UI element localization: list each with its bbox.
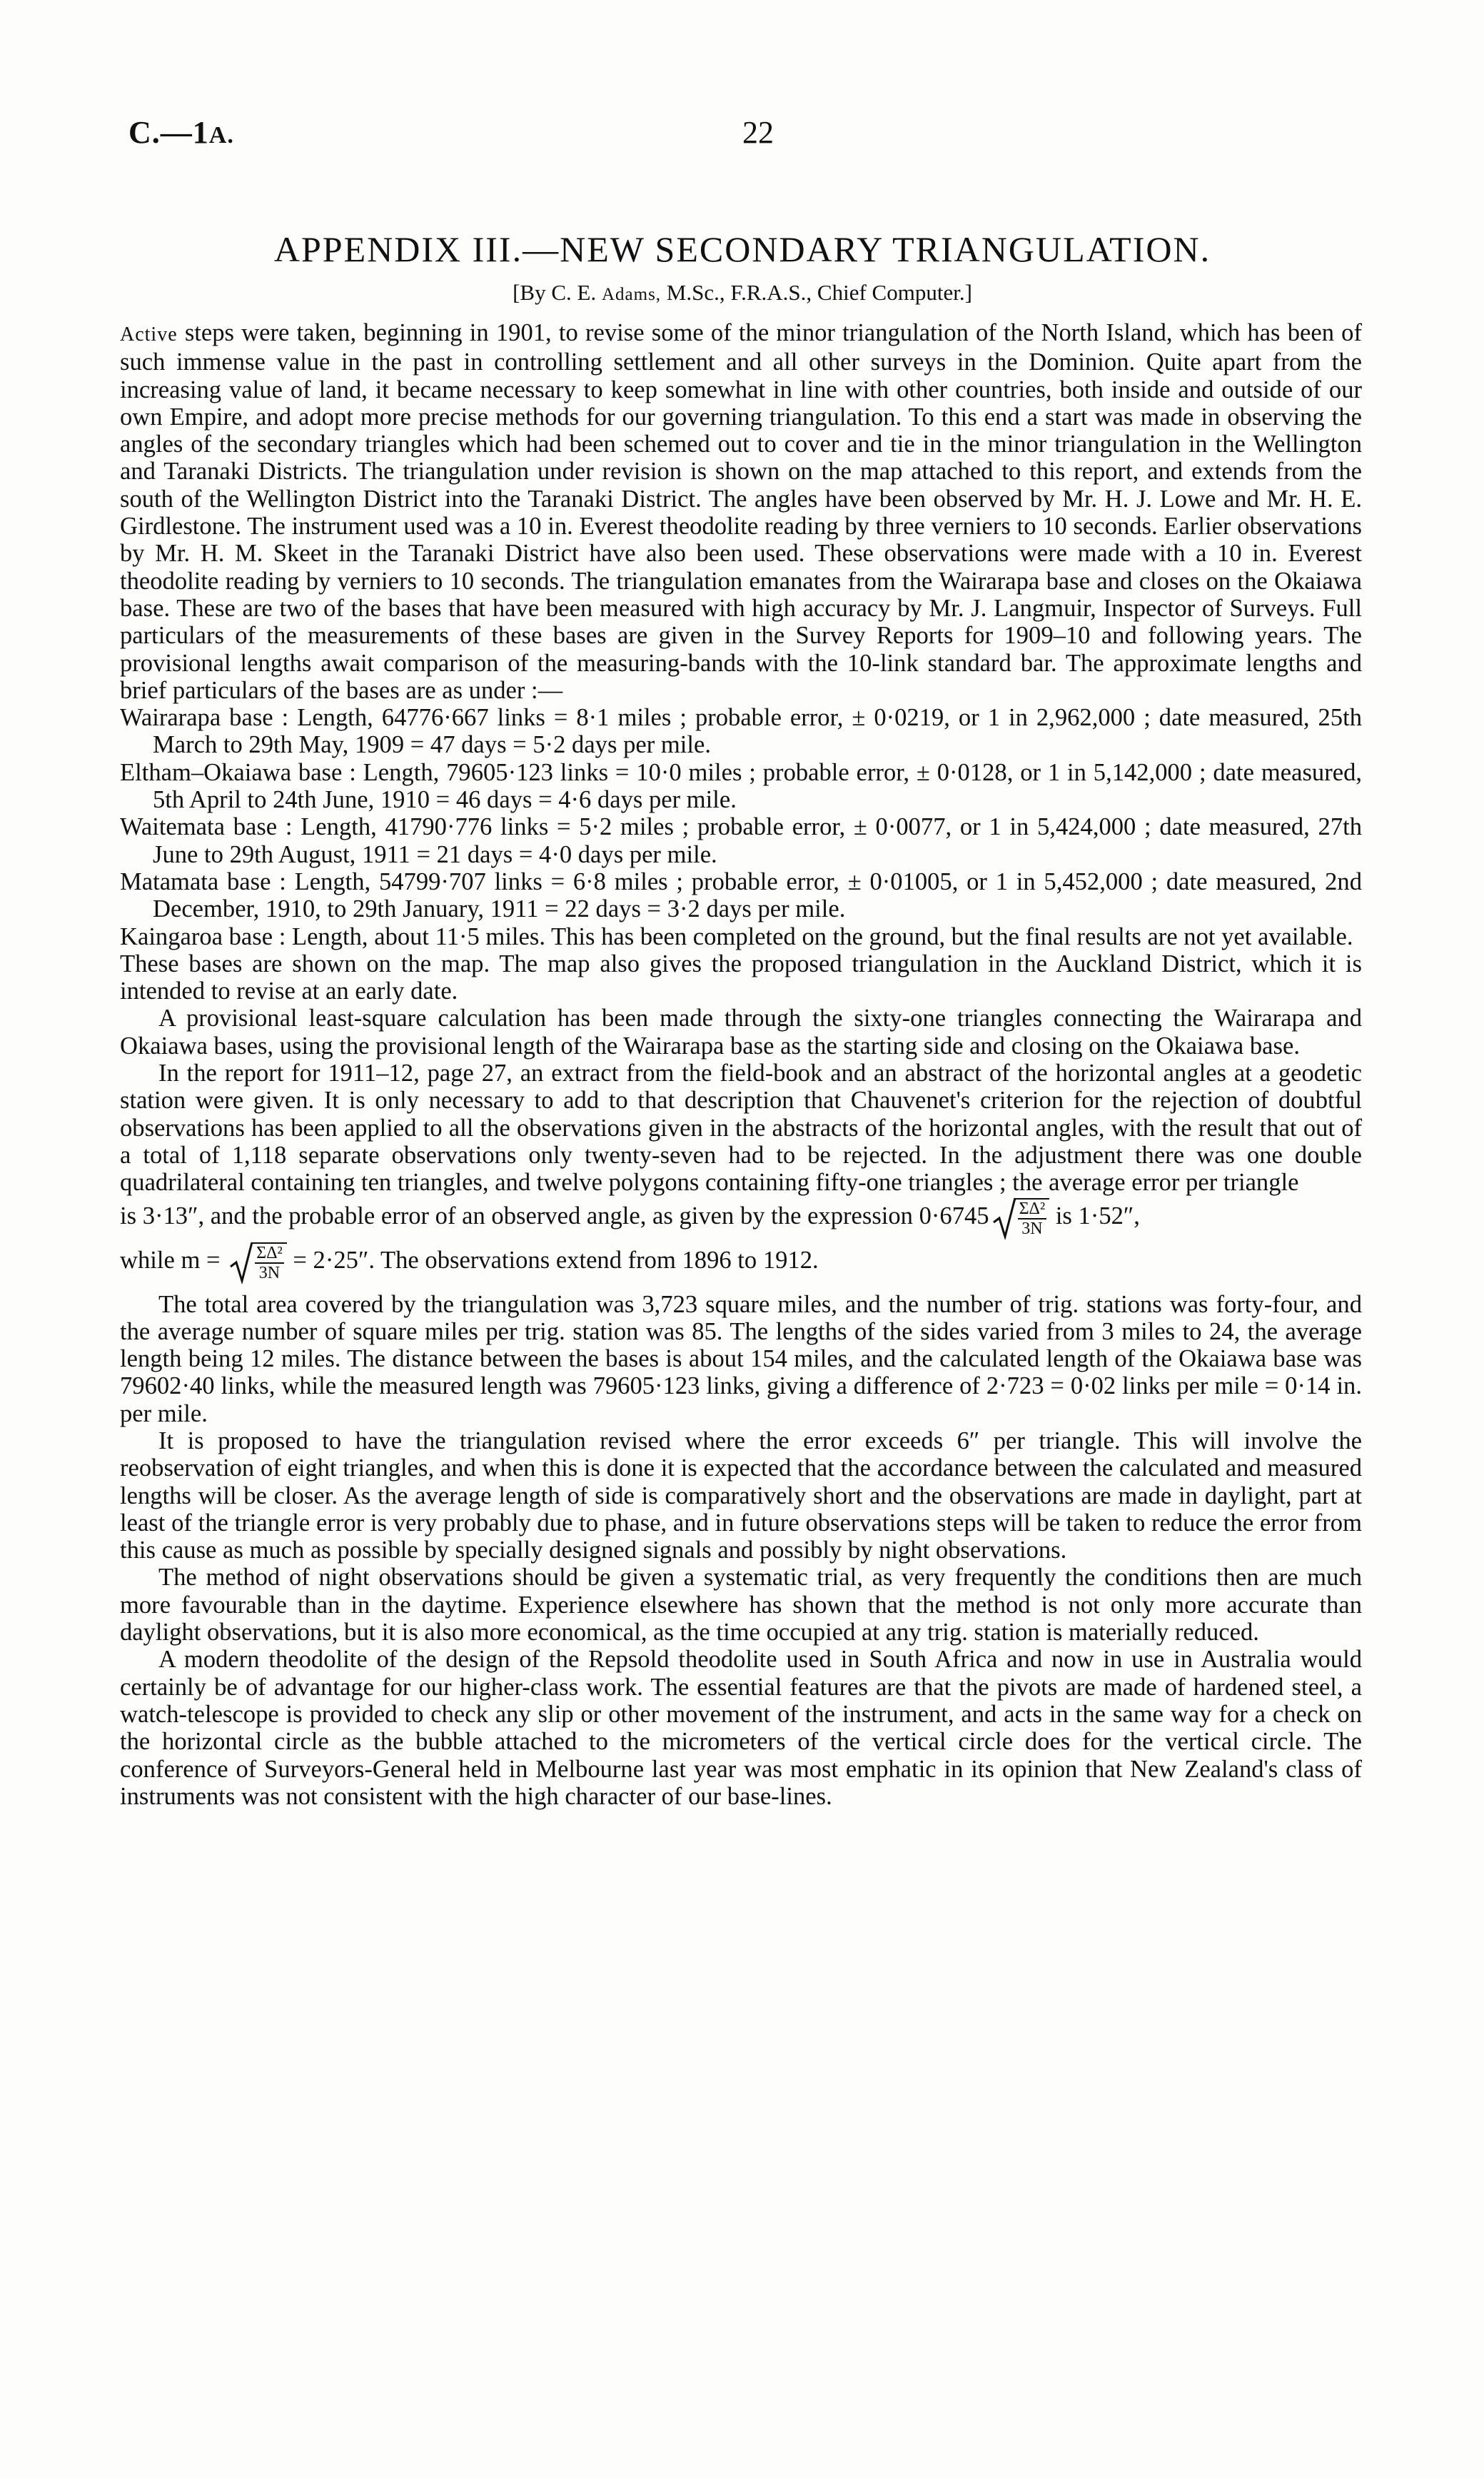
base-item-name: Matamata base : <box>120 868 286 895</box>
base-item <box>120 704 1362 759</box>
base-item-name: Kaingaroa base : <box>120 922 286 950</box>
byline-author: Adams, <box>601 285 662 304</box>
formula-2-suffix: = 2·25″. The observations extend from 1896 to 1912. <box>286 1246 819 1274</box>
formula-1-fraction <box>1015 1198 1050 1238</box>
formula-2-denominator: 3N <box>258 1263 281 1282</box>
square-root-icon <box>229 1241 253 1284</box>
formula-1-suffix: is 1·52″, <box>1049 1202 1140 1230</box>
paragraph-report-extract: In the report for 1911–12, page 27, an extract from the field-book and an abstract of the horizontal angles at a geodetic station were given. It is only necessary to add to that description that Chauvenet's criterion for the rejection of doubtful observations has been applied to all the observations given in the abstracts of the horizontal angles, with the result that out of a total of 1,118 separate observations only twenty-seven had to be rejected. In the adjustment there was one double quadrilateral containing ten triangles, and twelve polygons containing fifty-one triangles ; the average error per triangle <box>120 1060 1362 1197</box>
base-item <box>120 813 1362 868</box>
document-code-main: C.—1 <box>128 115 209 150</box>
paragraph-repsold-theodolite: A modern theodolite of the design of the Repsold theodolite used in South Africa and now in use in Australia would certainly be of advantage for our higher-class work. The essential features are that the pivots are made of hardened steel, a watch-telescope is provided to check any slip or other movement of the instrument, and acts in the same way for a check on the horizontal circle as the bubble attached to the micrometers of the vertical circle does for the vertical circle. The conference of Surveyors-General held in Melbourne last year was most emphatic in its opinion that New Zealand's class of instruments was not consistent with the high character of our base-lines. <box>120 1646 1362 1810</box>
square-root-icon <box>992 1197 1016 1240</box>
paragraph-night-observations: The method of night observations should be given a systematic trial, as very frequently the conditions then are much more favourable than in the daytime. Experience elsewhere has shown that the method is not only more accurate than daylight observations, but it is also more economical, as the time occupied at any trig. station is materially reduced. <box>120 1564 1362 1646</box>
paragraph-intro-lead: Active <box>120 323 178 346</box>
formula-2-fraction <box>252 1242 287 1282</box>
paragraph-bases-map: These bases are shown on the map. The map also gives the proposed triangulation in the Auckland District, which it is intended to revise at an early date. <box>120 950 1362 1005</box>
byline-suffix: M.Sc., F.R.A.S., Chief Computer.] <box>666 280 972 305</box>
base-item-text: Length, 64776·667 links = 8·1 miles ; probable error, ± 0·0219, or 1 in 2,962,000 ; date measured, 25th March to 29th May, 1909 = 47 days = 5·2 days per mile. <box>153 704 1362 759</box>
page-title: APPENDIX III.—NEW SECONDARY TRIANGULATION. <box>273 229 1211 269</box>
page-number: 22 <box>742 115 774 150</box>
paragraph-total-area: The total area covered by the triangulation was 3,723 square miles, and the number of trig. stations was forty-four, and the average number of square miles per trig. station was 85. The lengths of the sides varied from 3 miles to 24, the average length being 12 miles. The distance between the bases is about 154 miles, and the calculated length of the Okaiawa base was 79602·40 links, while the measured length was 79605·123 links, giving a difference of 2·723 = 0·02 links per mile = 0·14 in. per mile. <box>120 1290 1362 1427</box>
paragraph-intro-text: steps were taken, beginning in 1901, to revise some of the minor triangulation of the North Island, which has been of such immense value in the past in controlling settlement and all other surveys in the Dominion. Quite apart from the increasing value of land, it became necessary to keep somewhat in line with other countries, both inside and outside of our own Empire, and adopt more precise methods for our governing triangulation. To this end a start was made in observing the angles of the secondary triangles which had been schemed out to cover and tie in the minor triangulation in the Wellington and Taranaki Districts. The triangulation under revision is shown on the map attached to this report, and extends from the south of the Wellington District into the Taranaki District. The angles have been observed by Mr. H. J. Lowe and Mr. H. E. Girdlestone. The instrument used was a 10 in. Everest theodolite reading by three verniers to 10 seconds. Earlier observations by Mr. H. M. Skeet in the Taranaki District have also been used. These observations were made with a 10 in. Everest theodolite reading by verniers to 10 seconds. The triangulation emanates from the Wairarapa base and closes on the Okaiawa base. These are two of the bases that have been measured with high accuracy by Mr. J. Langmuir, Inspector of Surveys. Full particulars of the measurements of these bases are given in the Survey Reports for 1909–10 and following years. The provisional lengths await comparison of the measuring-bands with the 10-link standard bar. The approximate lengths and brief particulars of the bases are as under :— <box>120 319 1362 704</box>
byline <box>114 280 1371 306</box>
document-code <box>128 114 234 151</box>
base-item-text: Length, about 11·5 miles. This has been completed on the ground, but the final results are not yet available. <box>286 922 1353 950</box>
formula-1-denominator: 3N <box>1021 1219 1043 1238</box>
formula-line-probable-error <box>120 1197 1362 1240</box>
body-text <box>120 319 1362 1810</box>
formula-line-mean-error <box>120 1241 1362 1284</box>
formula-2-prefix: while m = <box>120 1246 227 1274</box>
base-item <box>120 923 1362 950</box>
base-item-text: Length, 54799·707 links = 6·8 miles ; probable error, ± 0·01005, or 1 in 5,452,000 ; date measured, 2nd December, 1910, to 29th January, 1911 = 22 days = 3·2 days per mile. <box>153 868 1362 923</box>
formula-1-numerator: ΣΔ² <box>1019 1199 1046 1218</box>
document-code-suffix: A. <box>208 122 234 149</box>
base-item-name: Wairarapa base : <box>120 704 289 732</box>
byline-prefix: [By C. E. <box>513 280 597 305</box>
formula-1-prefix: is 3·13″, and the probable error of an observed angle, as given by the expression 0·6745 <box>120 1202 989 1230</box>
base-item-name: Eltham–Okaiawa base : <box>120 758 356 786</box>
base-item-text: Length, 79605·123 links = 10·0 miles ; probable error, ± 0·0128, or 1 in 5,142,000 ; date measured, 5th April to 24th June, 1910 = 46 days = 4·6 days per mile. <box>153 758 1363 814</box>
base-item <box>120 759 1362 814</box>
base-item <box>120 868 1362 923</box>
formula-2-numerator: ΣΔ² <box>256 1243 283 1262</box>
paragraph-least-square: A provisional least-square calculation has been made through the sixty-one triangles connecting the Wairarapa and Okaiawa bases, using the provisional length of the Wairarapa base as the starting side and closing on the Okaiawa base. <box>120 1005 1362 1060</box>
base-item-name: Waitemata base : <box>120 813 293 841</box>
base-item-text: Length, 41790·776 links = 5·2 miles ; probable error, ± 0·0077, or 1 in 5,424,000 ; date measured, 27th June to 29th August, 1911 = 21 days = 4·0 days per mile. <box>153 813 1363 868</box>
paragraph-revision: It is proposed to have the triangulation revised where the error exceeds 6″ per triangle. This will involve the reobservation of eight triangles, and when this is done it is expected that the accordance between the calculated and measured lengths will be closer. As the average length of side is comparatively short and the observations are made in daylight, part at least of the triangle error is very probably due to phase, and in future observations steps will be taken to reduce the error from this cause as much as possible by specially designed signals and possibly by night observations. <box>120 1427 1362 1564</box>
paragraph-intro <box>120 319 1362 704</box>
